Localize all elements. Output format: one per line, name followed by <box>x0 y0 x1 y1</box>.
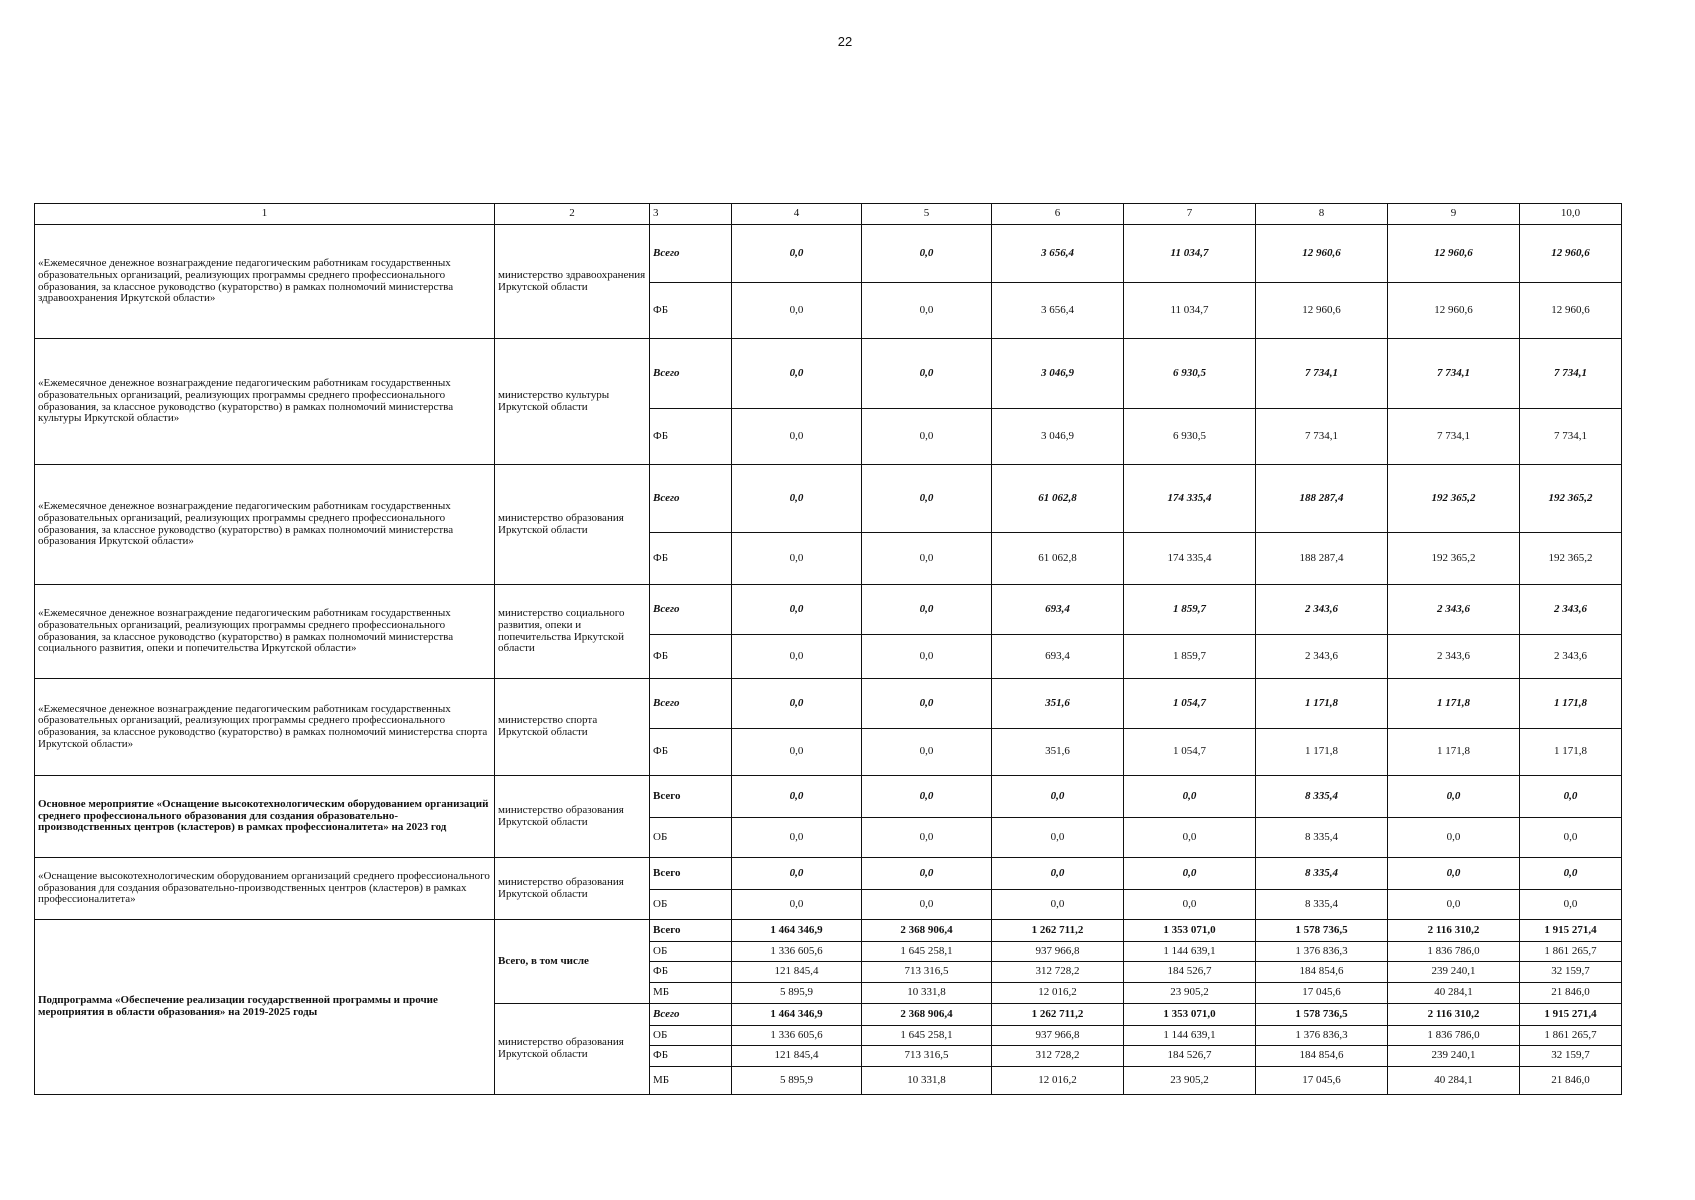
value-cell: 0,0 <box>862 533 992 585</box>
funding-type: ОБ <box>650 1026 732 1046</box>
value-cell: 0,0 <box>862 679 992 729</box>
value-cell: 0,0 <box>732 283 862 339</box>
value-cell: 2 343,6 <box>1256 585 1388 635</box>
value-cell: 0,0 <box>732 890 862 920</box>
value-cell: 0,0 <box>1124 890 1256 920</box>
value-cell: 0,0 <box>1124 818 1256 858</box>
value-cell: 11 034,7 <box>1124 225 1256 283</box>
value-cell: 7 734,1 <box>1520 409 1622 465</box>
value-cell: 2 343,6 <box>1388 585 1520 635</box>
value-cell: 2 116 310,2 <box>1388 920 1520 942</box>
value-cell: 1 171,8 <box>1520 679 1622 729</box>
value-cell: 1 144 639,1 <box>1124 1026 1256 1046</box>
value-cell: 0,0 <box>862 409 992 465</box>
value-cell: 937 966,8 <box>992 1026 1124 1046</box>
value-cell: 0,0 <box>862 890 992 920</box>
value-cell: 0,0 <box>1124 776 1256 818</box>
value-cell: 184 526,7 <box>1124 962 1256 983</box>
value-cell: 2 368 906,4 <box>862 920 992 942</box>
value-cell: 21 846,0 <box>1520 983 1622 1004</box>
value-cell: 0,0 <box>732 818 862 858</box>
value-cell: 5 895,9 <box>732 1067 862 1095</box>
value-cell: 7 734,1 <box>1256 409 1388 465</box>
value-cell: 239 240,1 <box>1388 962 1520 983</box>
value-cell: 8 335,4 <box>1256 858 1388 890</box>
executor-cell: министерство образования Иркутской области <box>495 465 650 585</box>
value-cell: 12 960,6 <box>1256 283 1388 339</box>
value-cell: 0,0 <box>862 635 992 679</box>
value-cell: 12 960,6 <box>1388 283 1520 339</box>
value-cell: 312 728,2 <box>992 1046 1124 1067</box>
value-cell: 10 331,8 <box>862 983 992 1004</box>
value-cell: 0,0 <box>1388 776 1520 818</box>
funding-type: ФБ <box>650 962 732 983</box>
funding-type: Всего <box>650 465 732 533</box>
subprogram-title: Подпрограмма «Обеспечение реализации государственной программы и прочие мероприятия в области образования» на 2019-2025 годы <box>35 920 495 1095</box>
measure-title: «Ежемесячное денежное вознаграждение педагогическим работникам государственных образовательных организаций, реализующих программы среднего профессионального образования, за классное руководство (кураторство) в рамках полномочий министерства спорта Иркутской области» <box>35 679 495 776</box>
value-cell: 121 845,4 <box>732 1046 862 1067</box>
value-cell: 0,0 <box>992 818 1124 858</box>
value-cell: 12 960,6 <box>1256 225 1388 283</box>
value-cell: 0,0 <box>862 818 992 858</box>
value-cell: 0,0 <box>992 776 1124 818</box>
value-cell: 1 376 836,3 <box>1256 942 1388 962</box>
value-cell: 1 262 711,2 <box>992 1004 1124 1026</box>
value-cell: 0,0 <box>1520 818 1622 858</box>
value-cell: 12 016,2 <box>992 1067 1124 1095</box>
funding-type: ФБ <box>650 409 732 465</box>
executor-cell: Всего, в том числе <box>495 920 650 1004</box>
value-cell: 8 335,4 <box>1256 818 1388 858</box>
value-cell: 0,0 <box>1388 858 1520 890</box>
funding-type: МБ <box>650 1067 732 1095</box>
header-row <box>35 204 1622 225</box>
value-cell: 0,0 <box>862 729 992 776</box>
value-cell: 188 287,4 <box>1256 465 1388 533</box>
value-cell: 7 734,1 <box>1388 339 1520 409</box>
value-cell: 7 734,1 <box>1388 409 1520 465</box>
funding-type: ФБ <box>650 635 732 679</box>
value-cell: 1 578 736,5 <box>1256 920 1388 942</box>
value-cell: 2 343,6 <box>1520 585 1622 635</box>
value-cell: 0,0 <box>862 225 992 283</box>
value-cell: 21 846,0 <box>1520 1067 1622 1095</box>
value-cell: 7 734,1 <box>1256 339 1388 409</box>
value-cell: 32 159,7 <box>1520 962 1622 983</box>
value-cell: 693,4 <box>992 585 1124 635</box>
value-cell: 174 335,4 <box>1124 465 1256 533</box>
value-cell: 0,0 <box>1520 776 1622 818</box>
funding-type: ФБ <box>650 729 732 776</box>
measure-title: «Ежемесячное денежное вознаграждение педагогическим работникам государственных образовательных организаций, реализующих программы среднего профессионального образования, за классное руководство (кураторство) в рамках полномочий министерства социального развития, опеки и попечительства Иркутской области» <box>35 585 495 679</box>
value-cell: 1 859,7 <box>1124 635 1256 679</box>
value-cell: 5 895,9 <box>732 983 862 1004</box>
value-cell: 174 335,4 <box>1124 533 1256 585</box>
value-cell: 1 171,8 <box>1256 679 1388 729</box>
value-cell: 1 171,8 <box>1388 679 1520 729</box>
value-cell: 6 930,5 <box>1124 339 1256 409</box>
value-cell: 40 284,1 <box>1388 983 1520 1004</box>
value-cell: 0,0 <box>862 776 992 818</box>
value-cell: 11 034,7 <box>1124 283 1256 339</box>
value-cell: 1 645 258,1 <box>862 1026 992 1046</box>
funding-type: ФБ <box>650 283 732 339</box>
value-cell: 0,0 <box>732 465 862 533</box>
value-cell: 3 656,4 <box>992 225 1124 283</box>
funding-type: Всего <box>650 679 732 729</box>
value-cell: 3 656,4 <box>992 283 1124 339</box>
value-cell: 937 966,8 <box>992 942 1124 962</box>
funding-type: Всего <box>650 858 732 890</box>
value-cell: 192 365,2 <box>1388 533 1520 585</box>
header-cell: 7 <box>1124 204 1256 225</box>
funding-type: Всего <box>650 339 732 409</box>
table-row <box>35 465 1622 533</box>
value-cell: 23 905,2 <box>1124 1067 1256 1095</box>
value-cell: 1 859,7 <box>1124 585 1256 635</box>
table-row <box>35 679 1622 729</box>
value-cell: 0,0 <box>1520 890 1622 920</box>
measure-title: «Оснащение высокотехнологическим оборудованием организаций среднего профессионального образования для создания образовательно-производственных центров (кластеров) в рамках профессионалитета» <box>35 858 495 920</box>
table-row <box>35 225 1622 283</box>
table-row <box>35 858 1622 890</box>
value-cell: 1 464 346,9 <box>732 920 862 942</box>
executor-cell: министерство социального развития, опеки и попечительства Иркутской области <box>495 585 650 679</box>
table-row <box>35 920 1622 942</box>
table-row <box>35 776 1622 818</box>
header-cell: 4 <box>732 204 862 225</box>
value-cell: 1 376 836,3 <box>1256 1026 1388 1046</box>
value-cell: 1 336 605,6 <box>732 942 862 962</box>
funding-type: ФБ <box>650 533 732 585</box>
value-cell: 17 045,6 <box>1256 1067 1388 1095</box>
value-cell: 0,0 <box>732 776 862 818</box>
value-cell: 1 836 786,0 <box>1388 1026 1520 1046</box>
measure-title: Основное мероприятие «Оснащение высокотехнологическим оборудованием организаций среднего профессионального образования для создания образовательно-производственных центров (кластеров) в рамках профессионалитета» на 2023 год <box>35 776 495 858</box>
value-cell: 0,0 <box>1520 858 1622 890</box>
value-cell: 2 116 310,2 <box>1388 1004 1520 1026</box>
value-cell: 1 353 071,0 <box>1124 1004 1256 1026</box>
funding-type: МБ <box>650 983 732 1004</box>
measure-title: «Ежемесячное денежное вознаграждение педагогическим работникам государственных образовательных организаций, реализующих программы среднего профессионального образования, за классное руководство (кураторство) в рамках полномочий министерства здравоохранения Иркутской области» <box>35 225 495 339</box>
value-cell: 351,6 <box>992 679 1124 729</box>
funding-type: ОБ <box>650 942 732 962</box>
value-cell: 2 368 906,4 <box>862 1004 992 1026</box>
value-cell: 1 171,8 <box>1388 729 1520 776</box>
value-cell: 1 171,8 <box>1520 729 1622 776</box>
value-cell: 61 062,8 <box>992 533 1124 585</box>
value-cell: 2 343,6 <box>1520 635 1622 679</box>
value-cell: 0,0 <box>732 635 862 679</box>
value-cell: 23 905,2 <box>1124 983 1256 1004</box>
value-cell: 3 046,9 <box>992 339 1124 409</box>
value-cell: 0,0 <box>732 729 862 776</box>
value-cell: 0,0 <box>732 339 862 409</box>
value-cell: 0,0 <box>1124 858 1256 890</box>
executor-cell: министерство образования Иркутской области <box>495 776 650 858</box>
value-cell: 1 836 786,0 <box>1388 942 1520 962</box>
value-cell: 0,0 <box>862 283 992 339</box>
header-cell: 8 <box>1256 204 1388 225</box>
value-cell: 0,0 <box>732 533 862 585</box>
value-cell: 312 728,2 <box>992 962 1124 983</box>
value-cell: 0,0 <box>732 858 862 890</box>
value-cell: 1 171,8 <box>1256 729 1388 776</box>
funding-type: Всего <box>650 776 732 818</box>
value-cell: 1 645 258,1 <box>862 942 992 962</box>
value-cell: 1 262 711,2 <box>992 920 1124 942</box>
value-cell: 1 353 071,0 <box>1124 920 1256 942</box>
value-cell: 0,0 <box>732 409 862 465</box>
value-cell: 239 240,1 <box>1388 1046 1520 1067</box>
value-cell: 184 526,7 <box>1124 1046 1256 1067</box>
value-cell: 192 365,2 <box>1520 533 1622 585</box>
header-cell: 9 <box>1388 204 1520 225</box>
value-cell: 1 861 265,7 <box>1520 1026 1622 1046</box>
value-cell: 713 316,5 <box>862 1046 992 1067</box>
value-cell: 1 144 639,1 <box>1124 942 1256 962</box>
value-cell: 192 365,2 <box>1520 465 1622 533</box>
value-cell: 12 960,6 <box>1520 225 1622 283</box>
funding-type: ОБ <box>650 818 732 858</box>
value-cell: 1 861 265,7 <box>1520 942 1622 962</box>
value-cell: 32 159,7 <box>1520 1046 1622 1067</box>
value-cell: 1 054,7 <box>1124 729 1256 776</box>
funding-type: Всего <box>650 920 732 942</box>
header-cell: 6 <box>992 204 1124 225</box>
value-cell: 0,0 <box>1388 818 1520 858</box>
value-cell: 0,0 <box>1388 890 1520 920</box>
funding-type: Всего <box>650 225 732 283</box>
funding-type: ФБ <box>650 1046 732 1067</box>
value-cell: 0,0 <box>732 585 862 635</box>
value-cell: 1 915 271,4 <box>1520 1004 1622 1026</box>
executor-cell: министерство спорта Иркутской области <box>495 679 650 776</box>
executor-cell: министерство образования Иркутской области <box>495 858 650 920</box>
value-cell: 8 335,4 <box>1256 776 1388 818</box>
value-cell: 7 734,1 <box>1520 339 1622 409</box>
value-cell: 2 343,6 <box>1256 635 1388 679</box>
page-number: 22 <box>837 34 853 49</box>
value-cell: 10 331,8 <box>862 1067 992 1095</box>
value-cell: 8 335,4 <box>1256 890 1388 920</box>
value-cell: 1 578 736,5 <box>1256 1004 1388 1026</box>
value-cell: 61 062,8 <box>992 465 1124 533</box>
executor-cell: министерство образования Иркутской области <box>495 1004 650 1095</box>
value-cell: 184 854,6 <box>1256 1046 1388 1067</box>
value-cell: 0,0 <box>732 679 862 729</box>
table-row <box>35 339 1622 409</box>
value-cell: 184 854,6 <box>1256 962 1388 983</box>
value-cell: 1 464 346,9 <box>732 1004 862 1026</box>
measure-title: «Ежемесячное денежное вознаграждение педагогическим работникам государственных образовательных организаций, реализующих программы среднего профессионального образования, за классное руководство (кураторство) в рамках полномочий министерства образования Иркутской области» <box>35 465 495 585</box>
header-cell: 2 <box>495 204 650 225</box>
value-cell: 713 316,5 <box>862 962 992 983</box>
value-cell: 17 045,6 <box>1256 983 1388 1004</box>
value-cell: 12 960,6 <box>1388 225 1520 283</box>
value-cell: 12 016,2 <box>992 983 1124 1004</box>
value-cell: 1 915 271,4 <box>1520 920 1622 942</box>
value-cell: 3 046,9 <box>992 409 1124 465</box>
budget-table <box>34 203 1622 1095</box>
header-cell: 3 <box>650 204 732 225</box>
value-cell: 121 845,4 <box>732 962 862 983</box>
header-cell: 1 <box>35 204 495 225</box>
value-cell: 6 930,5 <box>1124 409 1256 465</box>
value-cell: 0,0 <box>862 858 992 890</box>
value-cell: 0,0 <box>992 858 1124 890</box>
value-cell: 693,4 <box>992 635 1124 679</box>
value-cell: 1 054,7 <box>1124 679 1256 729</box>
value-cell: 192 365,2 <box>1388 465 1520 533</box>
value-cell: 0,0 <box>732 225 862 283</box>
measure-title: «Ежемесячное денежное вознаграждение педагогическим работникам государственных образовательных организаций, реализующих программы среднего профессионального образования, за классное руководство (кураторство) в рамках полномочий министерства культуры Иркутской области» <box>35 339 495 465</box>
header-cell: 5 <box>862 204 992 225</box>
value-cell: 2 343,6 <box>1388 635 1520 679</box>
value-cell: 351,6 <box>992 729 1124 776</box>
value-cell: 0,0 <box>862 465 992 533</box>
header-cell: 10,0 <box>1520 204 1622 225</box>
value-cell: 188 287,4 <box>1256 533 1388 585</box>
value-cell: 40 284,1 <box>1388 1067 1520 1095</box>
value-cell: 0,0 <box>862 339 992 409</box>
executor-cell: министерство культуры Иркутской области <box>495 339 650 465</box>
table-row <box>35 585 1622 635</box>
funding-type: Всего <box>650 1004 732 1026</box>
funding-type: Всего <box>650 585 732 635</box>
value-cell: 0,0 <box>862 585 992 635</box>
value-cell: 0,0 <box>992 890 1124 920</box>
executor-cell: министерство здравоохранения Иркутской области <box>495 225 650 339</box>
value-cell: 12 960,6 <box>1520 283 1622 339</box>
value-cell: 1 336 605,6 <box>732 1026 862 1046</box>
funding-type: ОБ <box>650 890 732 920</box>
